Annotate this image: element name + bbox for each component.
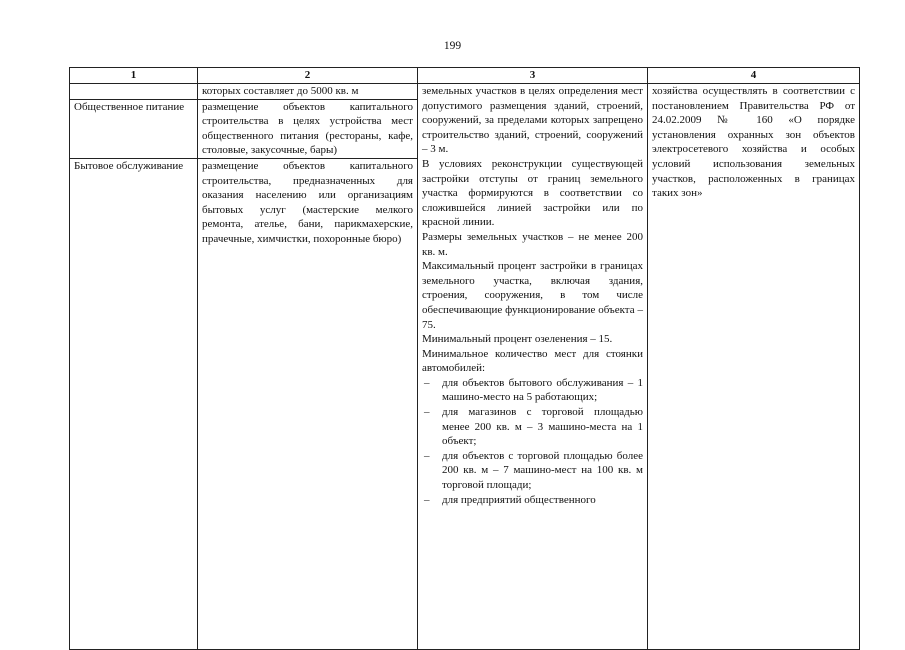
cell-desc-catering: размещение объектов капитального строительства в целях устройства мест общественного питания (рестораны, кафе, столовые, закусочные, бары) [198,99,418,158]
list-item: – для объектов бытового обслуживания – 1 машино-место на 5 работающих; [424,376,643,404]
table-header-row [70,68,860,84]
parking-list [422,376,643,507]
regulation-setback: земельных участков в целях определения мест допустимого размещения зданий, строений, сооружений, за пределами которых запрещено строительство зданий, строений, сооружений – 3 м. [422,85,643,156]
list-item: – для предприятий общественного [424,493,596,506]
zoning-table [69,67,860,650]
cell-regulations [418,84,648,650]
regulation-max-coverage: Максимальный процент застройки в границах земельного участка, включая здания, строения, сооружения, в том числе обеспечивающие функционирование объекта – 75. [422,260,643,331]
column-header-2: 2 [198,68,418,84]
regulation-min-greening: Минимальный процент озеленения – 15. [422,333,613,346]
regulation-reconstruction: В условиях реконструкции существующей застройки отступы от границ земельного участка формируются в соответствии со сложившейся линией застройки или по красной линии. [422,157,643,229]
page-number: 199 [443,40,462,52]
regulation-parking-heading: Минимальное количество мест для стоянки автомобилей: [422,347,643,375]
column-header-4: 4 [648,68,860,84]
cell-use-catering: Общественное питание [70,99,198,158]
cell-desc-consumer: размещение объектов капитального строительства, предназначенных для оказания населению или организациям бытовых услуг (мастерские мелкого ремонта, ателье, бани, парикмахерские, прачечные, химчистки, похоронные бюро) [198,158,418,649]
dash-marker: – [424,449,430,462]
cell-continuation-text: которых составляет до 5000 кв. м [198,84,418,100]
dash-marker: – [424,493,430,506]
dash-marker: – [424,376,430,389]
column-header-3: 3 [418,68,648,84]
regulation-plot-size: Размеры земельных участков – не менее 200 кв. м. [422,230,643,258]
dash-marker: – [424,406,430,419]
cell-use-consumer: Бытовое обслуживание [70,158,198,649]
list-item: – для магазинов с торговой площадью менее 200 кв. м – 3 машино-места на 1 объект; [424,406,643,448]
cell-legal-basis: хозяйства осуществлять в соответствии с постановлением Правительства РФ от 24.02.2009 № 160 «О порядке установления охранных зон объектов электросетевого хозяйства и особых условий использования земельных участков, расположенных в границах таких зон» [648,84,860,650]
cell-empty [70,84,198,100]
table-row-continuation [70,84,860,100]
column-header-1: 1 [70,68,198,84]
list-item: – для объектов с торговой площадью более 200 кв. м – 7 машино-мест на 100 кв. м торговой площади; [424,449,643,492]
